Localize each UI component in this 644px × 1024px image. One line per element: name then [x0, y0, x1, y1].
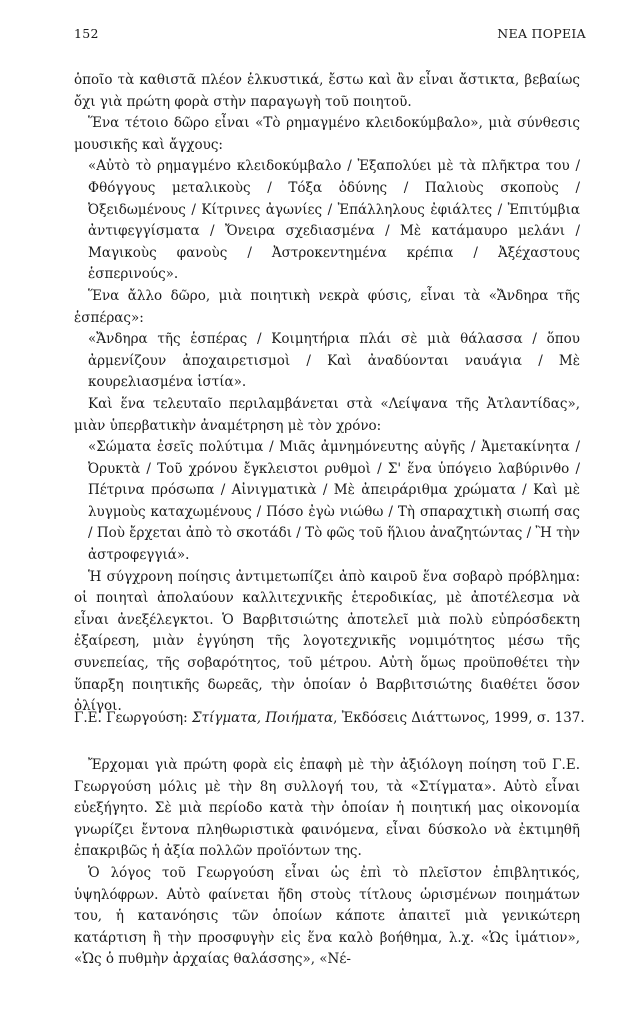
journal-title: ΝΕΑ ΠΟΡΕΙΑ	[497, 26, 586, 41]
reference-title: Στίγματα, Ποιήματα	[191, 710, 334, 726]
reference-author: Γ.Ε. Γεωργούση:	[74, 710, 188, 726]
paragraph: Ἡ σύγχρονη ποίησις ἀντιμετωπίζει ἀπὸ καιροῦ ἕνα σοβαρὸ πρόβλημα: οἱ ποιηταὶ ἀπολαύουν καλλιτεχνικῆς ἑτεροδικίας, μὲ ἀποτέλεσμα νὰ εἶναι ἀνεξέλεγκτοι. Ὁ Βαρβιτσιώτης ἀποτελεῖ μιὰ πολὺ εὐπρόσδεκτη ἐξαίρεση, μιὰν ἐγγύηση τῆς λογοτεχνικῆς νομιμότητος μέσω τῆς συνεπείας, τῆς σοβαρότητος, τοῦ μέτρου. Αὐτὴ ὅμως προϋποθέτει τὴν ὕπαρξη ποιητικῆς δωρεᾶς, τὴν ὁποίαν ὁ Βαρβιτσιώτης διαθέτει ὅσον ὀλίγοι.	[74, 568, 580, 715]
poem-quote: «Σώματα ἐσεῖς πολύτιμα / Μιᾶς ἀμνημόνευτης αὐγῆς / Ἀμετακίνητα / Ὀρυκτὰ / Τοῦ χρόνου ἔγκλειστοι ρυθμοὶ / Σ' ἕνα ὑπόγειο λαβύρινθο / Πέτρινα πρόσωπα / Αἰνιγματικὰ / Μὲ ἀπειράριθμα χρώματα / Καὶ μὲ λυγμοὺς καταχωμένους / Πόσο ἐγὼ νιώθω / Τὴ σπαραχτικὴ σιωπή σας / Ποὺ ἔρχεται ἀπὸ τὸ σκοτάδι / Τὸ φῶς τοῦ ἥλιου ἀναζητώντας / Ἢ τὴν ἀστροφεγγιά».	[88, 439, 580, 564]
poem-quote: «Ἄνδηρα τῆς ἑσπέρας / Κοιμητήρια πλάι σὲ μιὰ θάλασσα / ὅπου ἀρμενίζουν ἀποχαιρετισμοὶ / Καὶ ἀναδύονται ναυάγια / Μὲ κουρελιασμένα ἱστία».	[88, 331, 580, 391]
paragraph: Καὶ ἕνα τελευταῖο περιλαμβάνεται στὰ «Λείψανα τῆς Ἀτλαντίδας», μιὰν ὑπερβατικὴν ἀναμέτρηση μὲ τὸν χρόνο:	[74, 395, 580, 434]
review-body-1	[74, 70, 580, 718]
page-number: 152	[74, 26, 99, 41]
paragraph: Ἔρχομαι γιὰ πρώτη φορὰ εἰς ἐπαφὴ μὲ τὴν ἀξιόλογη ποίηση τοῦ Γ.Ε. Γεωργούση μόλις μὲ τὴν 8η συλλογή του, τὰ «Στίγματα». Αὐτὸ εἶναι εὐεξήγητο. Σὲ μιὰ περίοδο κατὰ τὴν ὁποίαν ἡ ποιητική μας οἰκονομία γνωρίζει ἔντονα πληθωριστικὰ φαινόμενα, εἶναι δύσκολο νὰ ἐκτιμηθῆ ἐπακριβῶς ἡ ἀξία πολλῶν προϊόντων της.	[74, 757, 580, 860]
book-reference	[74, 708, 594, 730]
paragraph: Ἕνα τέτοιο δῶρο εἶναι «Τὸ ρημαγμένο κλειδοκύμβαλο», μιὰ σύνθεσις μουσικῆς καὶ ἄγχους:	[74, 115, 580, 153]
paragraph: Ἕνα ἄλλο δῶρο, μιὰ ποιητικὴ νεκρὰ φύσις, εἶναι τὰ «Ἄνδηρα τῆς ἑσπέρας»:	[74, 287, 580, 326]
paragraph: ὁποῖο τὰ καθιστᾶ πλέον ἑλκυστικά, ἔστω καὶ ἂν εἶναι ἄστικτα, βεβαίως ὄχι γιὰ πρώτη φορὰ στὴν παραγωγὴ τοῦ ποιητοῦ.	[74, 72, 580, 110]
review-body-2	[74, 755, 580, 971]
paragraph: Ὁ λόγος τοῦ Γεωργούση εἶναι ὡς ἐπὶ τὸ πλεῖστον ἐπιβλητικός, ὑψηλόφρων. Αὐτὸ φαίνεται ἤδη στοὺς τίτλους ὡρισμένων ποιημάτων του, ἡ κατανόησις τῶν ὁποίων κάποτε ἀπαιτεῖ μιὰ γενικώτερη κατάρτιση ἢ τὴν προσφυγὴν εἰς ἕνα καλὸ βοήθημα, λ.χ. «Ὡς ἱμάτιον», «Ὡς ὁ πυθμὴν ἀρχαίας θαλάσσης», «Νέ-	[74, 864, 580, 968]
running-header	[74, 26, 586, 41]
poem-quote: «Αὐτὸ τὸ ρημαγμένο κλειδοκύμβαλο / Ἐξαπολύει μὲ τὰ πλῆκτρα του / Φθόγγους μεταλικοὺς / Τόξα ὀδύνης / Παλιοὺς σκοποὺς / Ὀξειδωμένους / Κίτρινες ἀγωνίες / Ἐπάλληλους ἐφιάλτες / Ἐπιτύμβια ἀντιφεγγίσματα / Ὄνειρα σχεδιασμένα / Μὲ κατάμαυρο μελάνι / Μαγικοὺς φανοὺς / Ἀστροκεντημένα κρέπια / Ἀξέχαστους ἑσπερινούς».	[88, 158, 580, 283]
reference-publisher: , Ἐκδόσεις Διάττωνος, 1999, σ. 137.	[333, 710, 585, 726]
